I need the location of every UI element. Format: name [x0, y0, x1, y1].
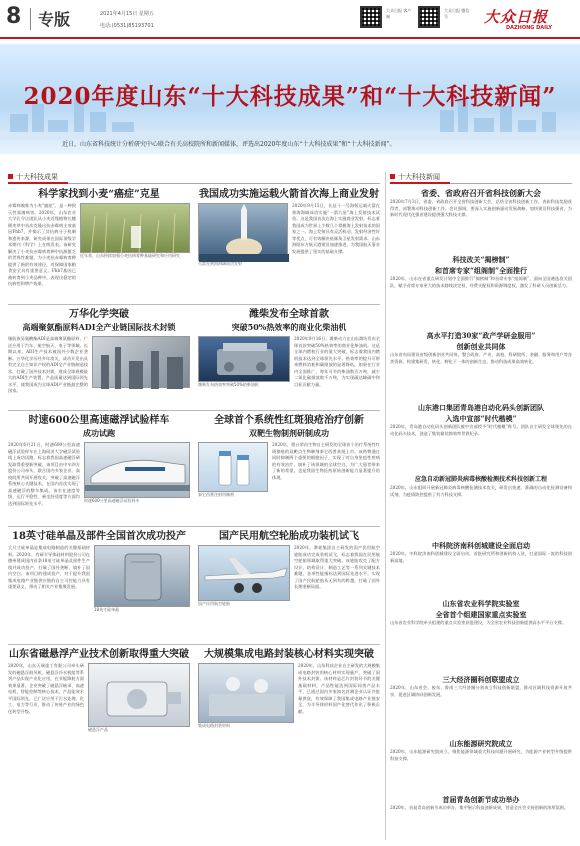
article-body: 大尺寸硅单晶是集成电路制造的关键基础材料。2020年，有研半导体硅材料股份公司在德州建成国内首条18英寸硅单晶及部件生产线并成功投产，打破了国外垄断，填补了国内空白。该项目的建成投产，对于提升我国集成电路产业链供应链的自主可控能力具有重要意义，带动了相关产业集聚发展。: [8, 545, 90, 589]
news-subtitle: 和首席专家“组阁制”全面推行: [434, 266, 528, 275]
article-title: 万华化学突破: [69, 309, 129, 320]
masthead: [0, 0, 580, 44]
engine-icon: [199, 337, 291, 383]
achievements-column: [8, 172, 380, 846]
article-title: 潍柴发布全球首款: [249, 309, 329, 320]
news-title: 应急自动新冠肺炎病毒核酸检测技术科技创新工程: [414, 476, 547, 483]
section-header-achievements: 十大科技成果: [8, 172, 380, 184]
photo-caption: 磁悬浮产品: [88, 727, 108, 732]
bullet-square-icon: [8, 174, 13, 179]
newspaper-logo-en: DAZHONG DAILY: [506, 25, 553, 31]
article-title: 山东省磁悬浮产业技术创新取得重大突破: [9, 649, 189, 660]
crystal-icon: [95, 546, 190, 608]
news-item: [390, 598, 572, 672]
news-title: 省委、省政府召开省科技创新大会: [421, 188, 541, 198]
article-body: 赤霉病被称为小麦“癌症”，是一种毁灭性真菌病害。2020年，山东农业大学孔令让团队从小麦近缘植物长穗偃麦草中首次克隆出抗赤霉病主效基因Fhb7，并揭示了其抗病分子机制和遗传来源，研究成果在国际顶级学术期刊《科学》上在线发表。该研究解决了小麦抗赤霉病育种中抗源匮乏的世界性难题，为小麦抗赤霉病育种提供了新的有效途径，对保障国家粮食安全具有重要意义。Fhb7基因已被转育到小麦品种中，表现出稳定的抗病性和增产效果。: [8, 203, 76, 286]
article-subtitle: 双靶生物制剂研制成功: [249, 428, 329, 438]
news-item: [390, 254, 572, 328]
qr-code-icon[interactable]: [360, 6, 382, 28]
article-maglev: [8, 414, 190, 524]
photo-caption: 时速600公里高速磁浮试验样车: [84, 498, 140, 503]
news-body: 2020年，首届青岛创新节成功举办，集中展示科技创新成果，营造全社会支持创新的浓厚氛围。: [390, 805, 569, 810]
news-title: 科技改关“揭榜制”: [452, 255, 510, 264]
news-body: 2020年，中科院济南科创城建设全面启动，首批研究所和创新机构入驻，打造国际一流的科技创新高地。: [390, 551, 572, 563]
news-title: 中科院济南科创城建设全面启动: [432, 541, 530, 550]
section-header-news: 十大科技新闻: [390, 172, 572, 184]
issue-date: 2021年4月15日 星期五: [100, 11, 154, 17]
article-subtitle: 突破50%热效率的商业化柴油机: [231, 322, 347, 332]
article-ic-packaging: [198, 648, 380, 838]
banner: [0, 44, 580, 154]
article-title: 18英寸硅单晶及部件全国首次成功投产: [12, 531, 186, 542]
factory-photo: [92, 336, 190, 388]
editor-phone: 电话:(0531)85193701: [100, 23, 154, 29]
page-title: 2020年度山东“十大科技成果”和“十大科技新闻”: [23, 83, 557, 110]
article-subtitle: 高端聚氨酯原料ADI全产业链国际技术封锁: [22, 322, 176, 332]
photo-caption: 潍柴发布热效率突破50%的柴油机: [198, 382, 259, 387]
article-maglev-industry: [8, 648, 190, 838]
article-body: 2020年，山东天瑞重工有限公司牵头研发的磁悬浮鼓风机、磁悬浮冷水机组等系列产品实现产业化应用，在节能降耗方面效果显著。企业突破了磁悬浮轴承、高速电机、智能控制等核心技术，产品能效水平国际领先，已广泛应用于污水处理、化工、电力等行业，推动了传统产业的绿色化转型升级。: [8, 663, 84, 714]
intro-paragraph: 近日，山东省科技统计分析研究中心联合有关高校院所和新闻媒体，评选出2020年度山东“十大科技成果”和“十大科技新闻”。: [62, 141, 396, 148]
news-item: [390, 738, 572, 792]
qr-label-client: 大众日报 客户端: [386, 8, 412, 19]
medicine-photo: [198, 442, 268, 492]
masthead-separator: [30, 8, 31, 30]
train-icon: [85, 443, 190, 499]
vial-icon: [199, 443, 269, 493]
news-item: [390, 540, 572, 596]
news-item: [390, 188, 572, 252]
news-body: 2020年，山东组织开展新冠肺炎病毒核酸检测技术攻关，研发出快速、准确的自动化检测设备和试剂，为疫情防控提供了有力科技支撑。: [390, 485, 572, 497]
article-body: 2020年9月15日，长征十一号海射运载火箭在黄海海域成功实施“一箭九星”海上发射技术试验。这是我国首次在海上实施商业发射，标志着我国成为世界上少数几个掌握海上发射技术的国家之一。海上发射具有灵活机动、发射经济性好等优点，可有效解决低倾角卫星发射需求。山东海阳东方航天港建设加速推进，为我国航天事业发展提供了坚实的基础支撑。: [292, 203, 380, 254]
aircraft-icon: [199, 546, 291, 602]
blower-icon: [89, 664, 190, 728]
row-divider: [8, 410, 380, 411]
news-body: 2020年，山东省会、胶东、鲁南三大经济圈分别成立科技创新联盟，推动区域科技资源开放共享，促进区域协同创新发展。: [390, 685, 572, 697]
article-aviation-tire: [198, 530, 380, 642]
news-item: [390, 794, 572, 844]
masthead-rule: [0, 37, 580, 39]
engine-photo: [198, 336, 290, 382]
news-item: [390, 474, 572, 538]
news-item: [390, 330, 572, 400]
news-title: 山东能源研究院成立: [449, 739, 513, 748]
article-body: 2020年，烟台荣昌生物自主研发的全球首个治疗系统性红斑狼疮的双靶点生物制剂泰它西普获批上市。该药物通过同时抑制两个重要的细胞因子，实现了对自身免疫性疾病的有效治疗，填补了该领域的全球空白，为广大患者带来了新的希望，也是我国生物医药原始创新能力显著提升的体现。: [272, 442, 380, 480]
section-name: 专版: [38, 10, 71, 29]
news-column: [390, 172, 572, 846]
article-body: 脂肪族异氰酸酯ADI是高端聚氨酯原料，广泛应用于汽车、航空航天、电子等领域。长期以来，ADI生产技术被国外少数企业垄断。万华化学历经多年攻关，成功开发出具有完全自主知识产权的ADI全产业链制造技术，打破了国外技术封锁，建成全球规模最大的ADI生产装置，产品质量达到国际领先水平，使我国成为全球ADI产业链最完整的国家。: [8, 336, 88, 393]
wheat-photo-icon: [81, 204, 190, 254]
maglev-product-photo: [88, 663, 190, 727]
photo-caption: 国产民用航空轮胎: [198, 601, 230, 606]
photo-caption: 集成电路封装材料: [198, 723, 230, 728]
newspaper-logo: 大众日报: [484, 8, 549, 26]
news-title: 高水平打造30家“政产学研金服用”: [426, 331, 536, 340]
article-body: 2020年9月16日，潍柴动力在山东潍坊发布全球首款突破50%热效率的商业化柴油机。这是全球内燃机行业的重大突破，标志着我国内燃机技术达到全球领先水平。热效率的提升可带来燃料消耗和碳排放的显著降低，如果在行业内全面推广，每年可节约柴油数百万吨，减少二氧化碳排放数千万吨，为实现碳达峰碳中和目标贡献力量。: [294, 336, 380, 387]
bullet-square-icon: [390, 174, 395, 179]
section-accent-bar: [390, 182, 450, 184]
article-title: 全球首个系统性红斑狼疮治疗创新: [214, 415, 364, 426]
page-number: 8: [6, 4, 22, 29]
aircraft-photo: [198, 545, 290, 601]
news-body: 2020年7月3日，省委、省政府召开全省科技创新大会，总结全省科技创新工作，表彰科技奖励获得者，部署推动科技创新工作。会议强调，要深入实施创新驱动发展战略，加快建设科技强省，为新时代现代化强省建设提供强大科技支撑。: [390, 199, 572, 217]
qr-label-wechat: 大众日报 微信号: [444, 8, 470, 19]
row-divider: [8, 644, 380, 645]
news-body: 山东省布局建设省级创新创业共同体，整合政府、产业、高校、科研院所、金融、服务和用户等各类资源，构建集研发、转化、孵化于一体的创新生态，推动科技成果高效转化。: [390, 352, 572, 364]
article-wanhua: [8, 308, 190, 408]
article-body: 2020年6月21日，时速600公里高速磁浮试验样车在上海同济大学磁浮试验线上成功试跑，标志着我国高速磁浮研发取得重要新突破。该项目由中车四方股份公司牵头，联合国内多家企业、高校院所共同开展攻关，突破了高速磁浮系统核心关键技术，在国内首次实现了高速磁浮的整车集成。该车在速度等级、运行平稳性、乘坐舒适度等方面均达到国际领先水平。: [8, 442, 80, 506]
news-title: 首届青岛创新节成功举办: [442, 795, 520, 804]
news-title: 山东港口集团青岛港自动化码头创新团队: [418, 403, 544, 412]
section-accent-bar: [8, 182, 68, 184]
article-body: 2020年，山东科技企业自主研发的大规模集成电路封装用核心材料实现量产，突破了国外技术封锁。该材料是芯片封装环节的关键基础材料，产品性能达到国际同类产品水平，已通过国内多家知名封测企业认证并批量供货，有效保障了我国集成电路产业链安全，为半导体材料国产化替代作出了积极贡献。: [298, 663, 380, 714]
news-title: 山东省农业科学院实验室: [442, 599, 520, 608]
news-subtitle: 全省首个组建国家重点实验室: [435, 610, 527, 619]
qr-code-icon[interactable]: [418, 6, 440, 28]
article-lupus: [198, 414, 380, 524]
news-item: [390, 402, 572, 472]
article-title: 时速600公里高速磁浮试验样车: [28, 415, 170, 426]
photo-caption: 泰它西普注射用制剂: [198, 492, 234, 497]
news-body: 2020年，山东在省重点研发计划中全面推行“揭榜制”和首席专家“组阁制”，面向全国遴选攻关团队，赋予首席专家更大的技术路线决定权、经费支配权和资源调度权，激发了科研人员创新活力。: [390, 276, 572, 288]
wheat-field-photo: [80, 203, 190, 253]
article-weichai: [198, 308, 380, 408]
silicon-crystal-photo: [94, 545, 190, 607]
news-body: 2020年，青岛港自动化码头创新团队被中宣部授予“时代楷模”称号。团队自主研发全球领先的自动化码头技术，创造了集装箱装卸效率世界纪录。: [390, 424, 572, 436]
photo-caption: 18英寸硅单晶: [94, 607, 120, 612]
article-silicon: [8, 530, 190, 642]
article-rocket: [198, 188, 380, 302]
article-body: 2020年，赛轮集团自主研发的国产民用航空轮胎成功完成装机试飞，标志着我国在民用航空轮胎领域取得重大突破。该轮胎攻克了配方设计、结构设计、制造工艺等一系列关键技术难题，各项性能指标达到国际先进水平，实现了国产民航轮胎从无到有的跨越，打破了国外长期垄断局面。: [294, 545, 380, 589]
column-divider: [385, 172, 386, 840]
news-item: [390, 674, 572, 736]
row-divider: [8, 304, 380, 305]
lab-icon: [199, 664, 295, 724]
article-title: 国产民用航空轮胎成功装机试飞: [219, 531, 359, 542]
photo-caption: 近年来，山东持续加强小麦抗病育种基础研究和应用研究: [80, 253, 180, 258]
article-title: 我国成功实施运载火箭首次海上商业发射: [199, 189, 379, 200]
rocket-launch-photo: [198, 203, 288, 261]
row-divider: [8, 526, 380, 527]
lab-photo: [198, 663, 294, 723]
news-subtitle: 创新创业共同体: [456, 342, 506, 351]
article-wheat: [8, 188, 190, 302]
maglev-train-photo: [84, 442, 190, 498]
news-body: 2020年，山东能源研究院成立，聚焦能源领域重大科技问题开展研究，为能源产业转型升级提供科技支撑。: [390, 749, 572, 761]
news-subtitle: 入选中宣部“时代楷模”: [445, 414, 517, 423]
photo-caption: 火箭在黄海海域成功发射: [198, 261, 242, 266]
article-subtitle: 成功试跑: [83, 428, 115, 438]
factory-icon: [93, 337, 190, 389]
article-title: 大规模集成电路封装核心材料实现突破: [204, 649, 374, 660]
news-body: 山东省农业科学院牵头组建的重点实验室获批建设，为全省农业科技创新提供高水平平台支撑。: [390, 620, 566, 625]
rocket-icon: [199, 204, 289, 262]
news-title: 三大经济圈科创联盟成立: [442, 675, 520, 684]
article-title: 科学家找到小麦“癌症”克星: [38, 189, 160, 200]
